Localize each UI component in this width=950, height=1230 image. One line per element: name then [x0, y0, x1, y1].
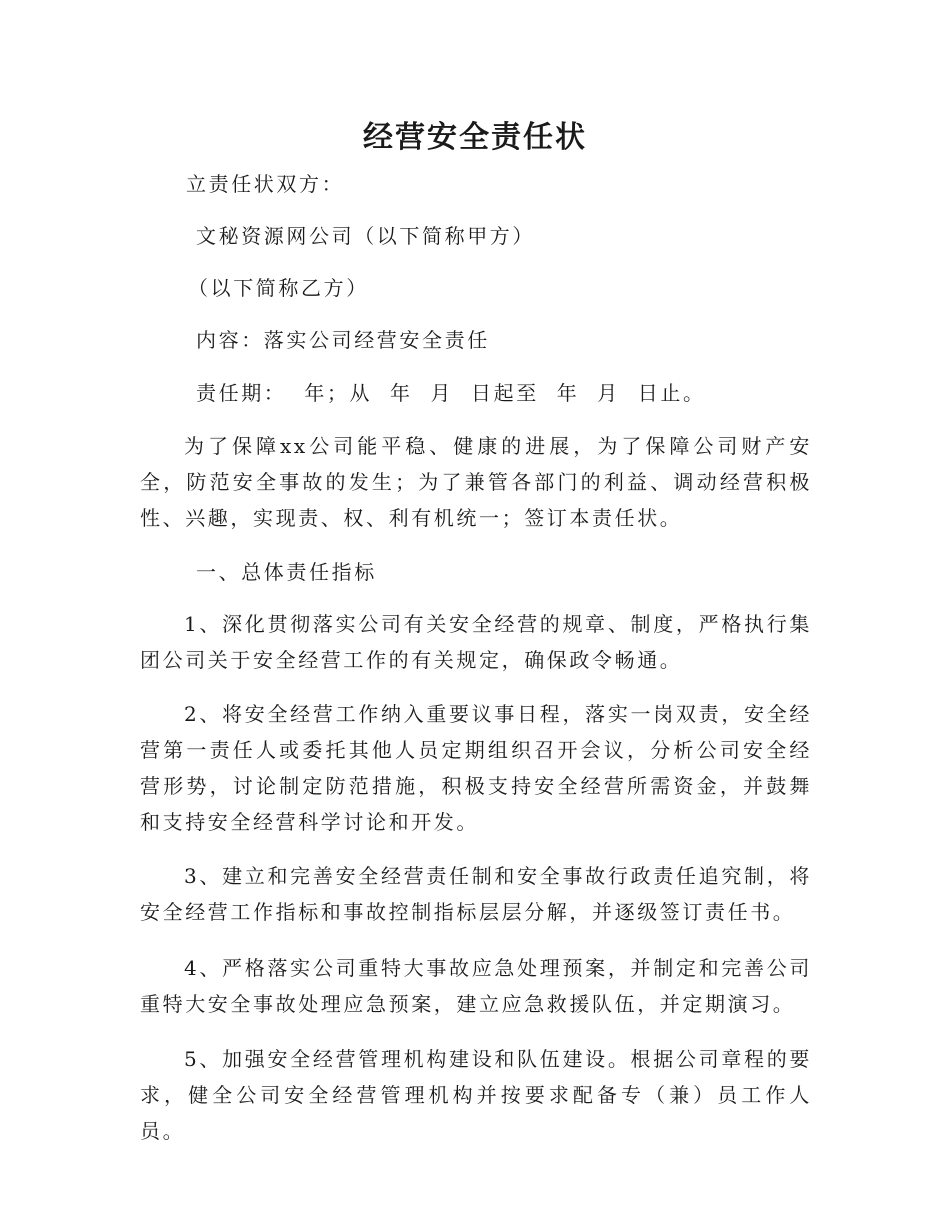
term-line: 责任期： 年；从 年 月 日起至 年 月 日止。 [196, 381, 706, 405]
list-item: 1、深化贯彻落实公司有关安全经营的规章、制度，严格执行集团公司关于安全经营工作的有关规定，确保政令畅通。 [140, 612, 812, 672]
section-heading: 一、总体责任指标 [196, 560, 377, 584]
party-b-line: （以下简称乙方） [188, 276, 369, 300]
content-line: 内容：落实公司经营安全责任 [196, 328, 490, 352]
list-item: 4、严格落实公司重特大事故应急处理预案，并制定和完善公司重特大安全事故处理应急预案，建立应急救援队伍，并定期演习。 [140, 956, 812, 1016]
document-title: 经营安全责任状 [363, 120, 587, 155]
parties-heading: 立责任状双方： [186, 172, 345, 196]
purpose-paragraph: 为了保障xx公司能平稳、健康的进展，为了保障公司财产安全，防范安全事故的发生；为了兼管各部门的利益、调动经营积极性、兴趣，实现责、权、利有机统一；签订本责任状。 [140, 434, 812, 530]
list-item: 3、建立和完善安全经营责任制和安全事故行政责任追究制，将安全经营工作指标和事故控制指标层层分解，并逐级签订责任书。 [140, 864, 812, 924]
list-item: 5、加强安全经营管理机构建设和队伍建设。根据公司章程的要求，健全公司安全经营管理机构并按要求配备专（兼）员工作人员。 [140, 1047, 812, 1143]
list-item: 2、将安全经营工作纳入重要议事日程，落实一岗双责，安全经营第一责任人或委托其他人员定期组织召开会议，分析公司安全经营形势，讨论制定防范措施，积极支持安全经营所需资金，并鼓舞和支持安全经营科学讨论和开发。 [140, 702, 812, 834]
party-a-line: 文秘资源网公司（以下简称甲方） [196, 224, 535, 248]
